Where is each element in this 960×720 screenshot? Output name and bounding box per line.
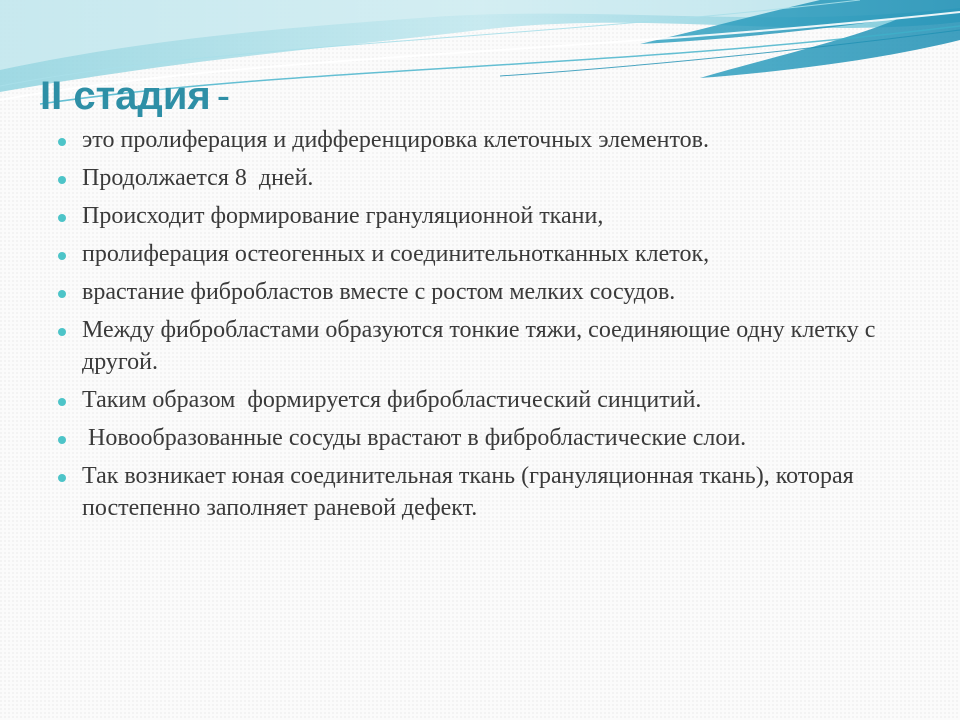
bullet-text: Так возникает юная соединительная ткань (грануляционная ткань), которая постепенно заполняет раневой дефект. bbox=[82, 463, 860, 521]
bullet-text: это пролиферация и дифференцировка клеточных элементов. bbox=[82, 127, 709, 153]
bullet-dot-icon bbox=[58, 138, 66, 146]
slide-title bbox=[40, 70, 230, 122]
bullet-text: Продолжается 8 дней. bbox=[82, 165, 314, 191]
bullet-dot-icon bbox=[58, 436, 66, 444]
bullet-dot-icon bbox=[58, 214, 66, 222]
bullet-dot-icon bbox=[58, 176, 66, 184]
bullet-text: Между фибробластами образуются тонкие тяжи, соединяющие одну клетку с другой. bbox=[82, 317, 882, 375]
bullet-text: Таким образом формируется фибробластический синцитий. bbox=[82, 387, 702, 413]
bullet-list bbox=[54, 124, 914, 530]
bullet-text: Новообразованные сосуды врастают в фибробластические слои. bbox=[82, 425, 747, 451]
bullet-item bbox=[54, 460, 914, 524]
bullet-item bbox=[54, 238, 914, 270]
bullet-dot-icon bbox=[58, 252, 66, 260]
bullet-text: врастание фибробластов вместе с ростом мелких сосудов. bbox=[82, 279, 676, 305]
bullet-dot-icon bbox=[58, 328, 66, 336]
bullet-item bbox=[54, 124, 914, 156]
bullet-text: Происходит формирование грануляционной ткани, bbox=[82, 203, 604, 229]
slide-title-dash: - bbox=[216, 74, 231, 118]
bullet-item bbox=[54, 200, 914, 232]
bullet-item bbox=[54, 422, 914, 454]
bullet-text: пролиферация остеогенных и соединительнотканных клеток, bbox=[82, 241, 710, 267]
bullet-item bbox=[54, 276, 914, 308]
slide-title-text: II стадия bbox=[40, 74, 211, 118]
bullet-dot-icon bbox=[58, 290, 66, 298]
bullet-dot-icon bbox=[58, 474, 66, 482]
bullet-item bbox=[54, 162, 914, 194]
bullet-dot-icon bbox=[58, 398, 66, 406]
bullet-item bbox=[54, 314, 914, 378]
bullet-item bbox=[54, 384, 914, 416]
